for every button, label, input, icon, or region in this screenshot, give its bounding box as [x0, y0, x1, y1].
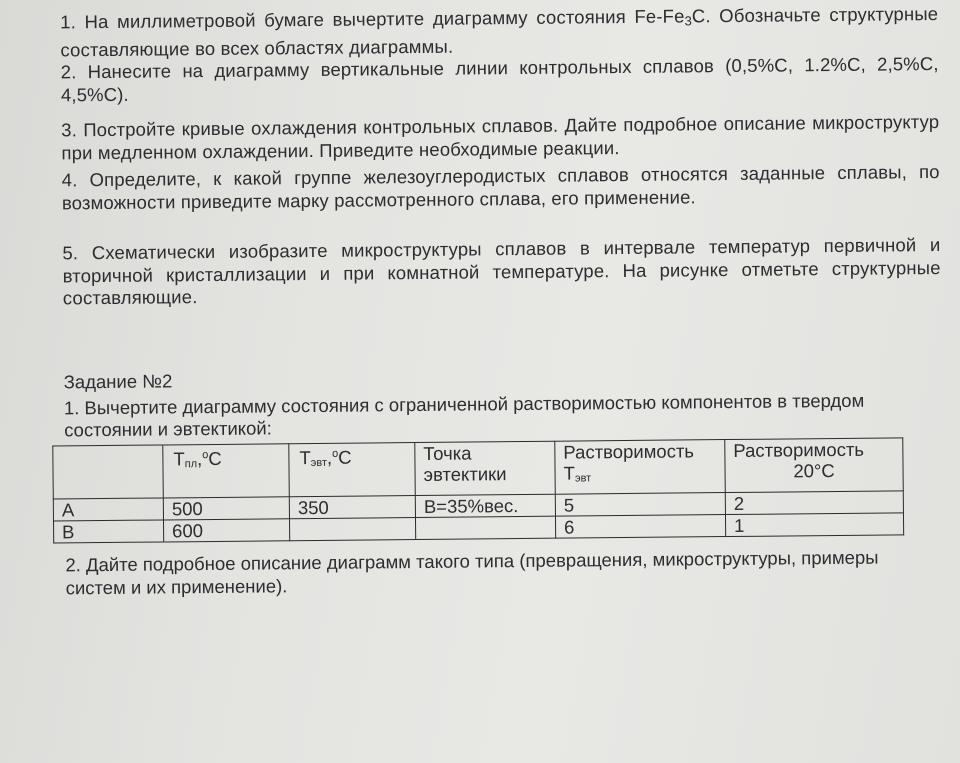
- task2-item-2: 2. Дайте подробное описание диаграмм такого типа (превращения, микроструктуры, примеры систем и их применение).: [65, 546, 879, 598]
- cell-solubility-eutectic: 5: [555, 493, 725, 517]
- alloy-properties-table: [52, 437, 904, 543]
- table-header-row: [53, 438, 903, 499]
- cell-eutectic-point: [415, 516, 555, 539]
- cell-melting-temp: 500: [163, 497, 289, 520]
- task1-item-4: 4. Определите, к какой группе железоуглеродистых сплавов относятся заданные сплавы, по возможности приведите марку рассмотренного сплава, его применение.: [61, 160, 940, 213]
- cell-eutectic-temp: 350: [289, 496, 415, 519]
- task2-heading: Задание №2: [63, 370, 173, 393]
- header-empty: [53, 445, 164, 499]
- task2-item-1: 1. Вычертите диаграмму состояния с ограниченной растворимостью компонентов в твердом состоянии и эвтектикой:: [63, 389, 865, 441]
- cell-solubility-eutectic: 6: [555, 515, 725, 539]
- task1-item-5: 5. Схематически изобразите микроструктуры сплавов в интервале температур первичной и вторичной кристаллизации и при комнатной температуре. На рисунке отметьте структурные составляющие.: [62, 233, 941, 309]
- cell-component: B: [54, 520, 164, 543]
- header-eutectic-point: Точка эвтектики: [415, 441, 556, 495]
- task1-item-3: 3. Постройте кривые охлаждения контрольных сплавов. Дайте подробное описание микроструктур при медленном охлаждении. Приведите необходимые реакции.: [61, 110, 940, 163]
- header-eutectic-temp: $T_{эвт},^oC$: [289, 443, 416, 497]
- cell-solubility-20c: 1: [725, 513, 903, 537]
- cell-component: A: [53, 498, 163, 521]
- header-melting-temp: $T_{пл},^oC$: [163, 444, 290, 498]
- header-solubility-20c: Растворимость 20°С: [725, 438, 904, 493]
- cell-eutectic-point: B=35%вес.: [415, 494, 555, 517]
- cell-eutectic-temp: [289, 518, 415, 541]
- header-solubility-eutectic: Растворимость $T_{эвт}$: [555, 440, 726, 495]
- cell-melting-temp: 600: [163, 519, 289, 542]
- task1-item-1: 1. На миллиметровой бумаге вычертите диаграмму состояния $Fe-Fe_3C$. Обозначьте структурные составляющие во всех областях диаграммы.: [60, 2, 939, 60]
- task1-item-2: 2. Нанесите на диаграмму вертикальные линии контрольных сплавов (0,5%С, 1.2%С, 2,5%С, 4,5%С).: [60, 52, 939, 105]
- cell-solubility-20c: 2: [725, 491, 903, 515]
